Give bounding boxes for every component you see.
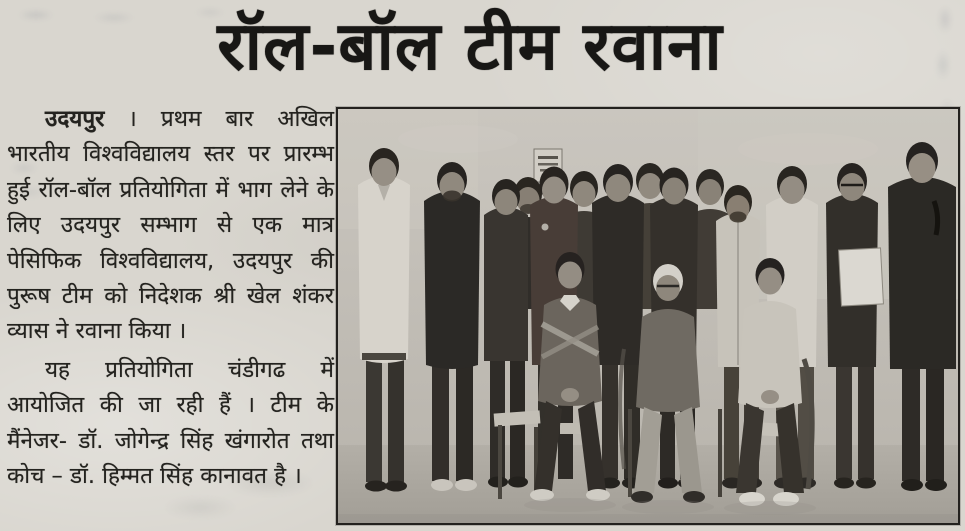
paragraph-1-text: प्रथम बार अखिल भारतीय विश्वविद्यालय स्तर पर प्रारम्भ हुई रॉल-बॉल प्रतियोगिता में भाग लेने के लिए उदयपुर सम्भाग से एक मात्र पेसिफिक विश्वविद्यालय, उदयपुर की पुरूष टीम को निदेशक श्री खेल शंकर व्यास ने रवाना किया । [7,106,334,345]
white-folder [839,248,884,306]
team-photo [336,107,960,525]
dateline-separator: । [104,106,161,132]
team-photo-illustration [338,109,958,523]
article-headline: रॉल-बॉल टीम रवाना [217,7,723,85]
article-paragraph-2: यह प्रतियोगिता चंडीगढ में आयोजित की जा रही हैं । टीम के मैंनेजर- डॉ. जोगेन्द्र सिंह खंगारोत तथा कोच – डॉ. हिम्मत सिंह कानावत है । [7,356,334,490]
article-body [7,102,334,494]
article-paragraph-1 [7,102,334,350]
dateline: उदयपुर [45,106,105,132]
